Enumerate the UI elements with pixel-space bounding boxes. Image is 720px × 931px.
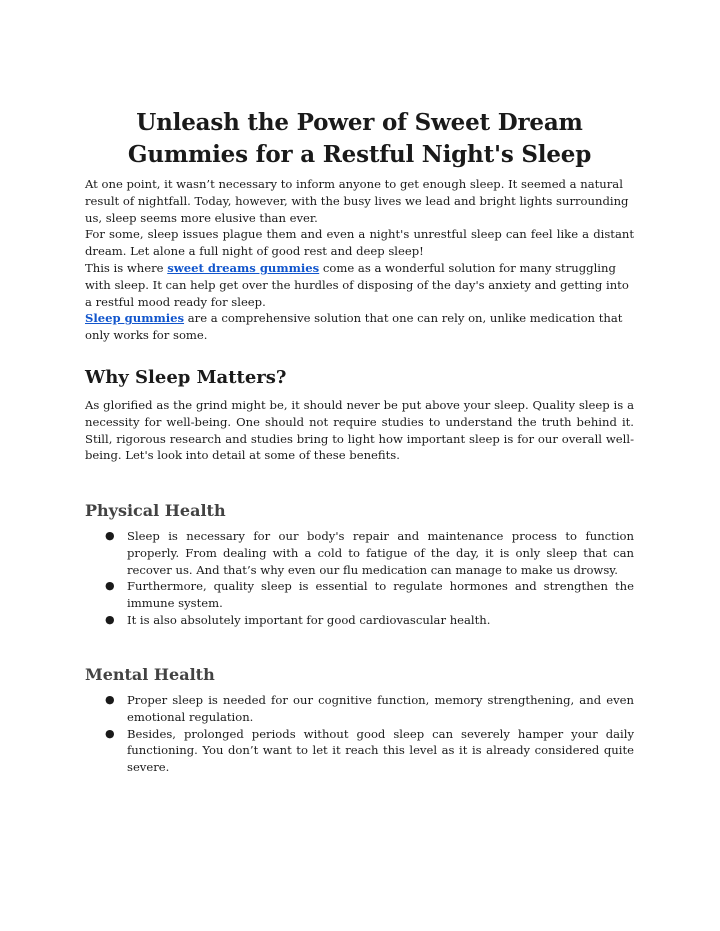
mental-health-list [85, 692, 634, 776]
physical-health-heading: Physical Health [85, 501, 226, 520]
intro-paragraph-1: At one point, it wasn’t necessary to inform anyone to get enough sleep. It seemed a natural result of nightfall. Today, however, with the busy lives we lead and bright lights surrounding us, sleep seems more elusive than ever. [85, 177, 629, 225]
bullet-icon: ● [105, 529, 115, 542]
intro-paragraph-4 [85, 310, 634, 344]
list-item [85, 528, 634, 578]
intro-section [85, 176, 634, 344]
intro-paragraph-3-rest: come as a wonderful solution for many struggling with sleep. It can help get over the hurdles of disposing of the day's anxiety and getting into a restful mood ready for sleep. [85, 260, 629, 309]
why-sleep-matters-text: As glorified as the grind might be, it should never be put above your sleep. Quality sleep is a necessity for well-being. One should not require studies to understand the truth behind it. Still, rigorous research and studies bring to light how important sleep is for our overall well-being. Let's look into detail at some of these benefits. [85, 398, 634, 463]
intro-paragraph-3 [85, 260, 634, 310]
sleep-gummies-link[interactable]: Sleep gummies [85, 311, 185, 326]
intro-paragraph-4-rest: are a comprehensive solution that one can rely on, unlike medication that only works for some. [85, 311, 623, 343]
bullet-icon: ● [105, 612, 115, 626]
list-item [85, 578, 634, 612]
list-item-text: Sleep is necessary for our body's repair and maintenance process to function properly. From dealing with a cold to fatigue of the day, it is only sleep that can recover us. And that’s why even our flu medication can manage to make us drowsy. [127, 529, 634, 577]
intro-paragraph-2: For some, sleep issues plague them and even a night's unrestful sleep can feel like a distant dream. Let alone a full night of good rest and deep sleep! [85, 227, 634, 259]
mental-health-heading: Mental Health [85, 665, 215, 684]
why-sleep-matters-heading: Why Sleep Matters? [85, 367, 287, 388]
bullet-icon: ● [105, 693, 115, 706]
list-item-text: Proper sleep is needed for our cognitive function, memory strengthening, and even emotional regulation. [127, 693, 634, 724]
list-item-text: Besides, prolonged periods without good sleep can severely hamper your daily functioning. You don’t want to let it reach this level as it is already considered quite severe. [127, 726, 634, 775]
bullet-icon: ● [105, 579, 115, 593]
list-item-text: It is also absolutely important for good cardiovascular health. [127, 612, 491, 627]
list-item [85, 612, 634, 629]
sweet-dreams-gummies-link[interactable]: sweet dreams gummies [167, 260, 320, 275]
list-item-text: Furthermore, quality sleep is essential to regulate hormones and strengthen the immune system. [127, 579, 634, 611]
list-item [85, 692, 634, 726]
list-item [85, 726, 634, 776]
page-title: Unleash the Power of Sweet Dream Gummies for a Restful Night's Sleep [127, 109, 592, 168]
bullet-icon: ● [105, 726, 115, 740]
physical-health-list [85, 528, 634, 629]
intro-paragraph-3-lead: This is where [85, 260, 168, 275]
